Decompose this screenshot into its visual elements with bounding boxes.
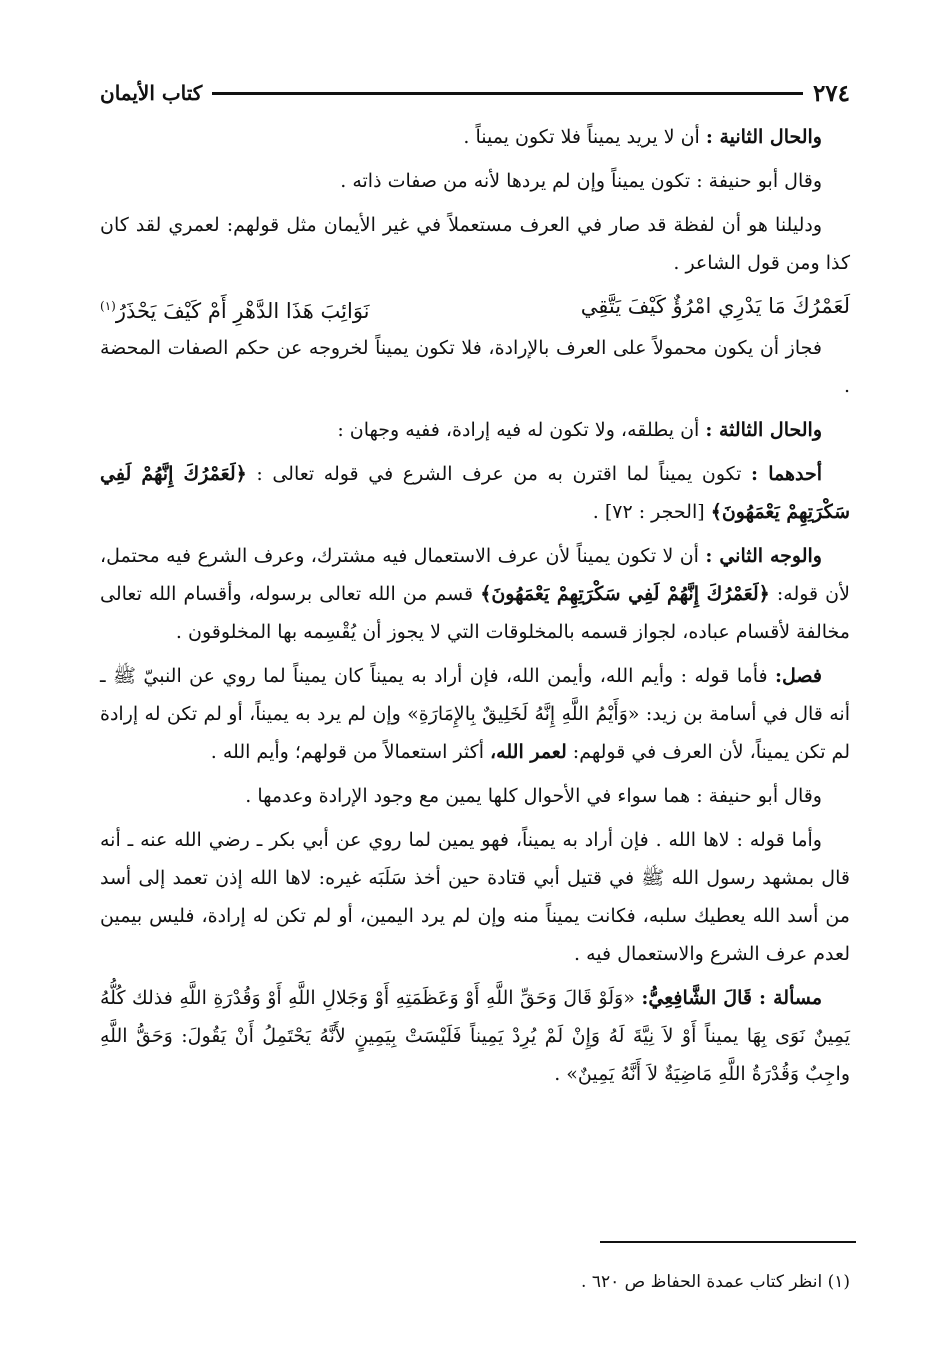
header-rule [212, 92, 803, 95]
book-title: كتاب الأيمان [100, 81, 203, 105]
paragraph-conclusion: فجاز أن يكون محمولاً على العرف بالإرادة، فلا تكون يميناً لخروجه عن حكم الصفات المحضة . [100, 337, 850, 397]
paragraph-text: أكثر استعمالاً من قولهم؛ وأيم الله . [210, 741, 491, 763]
quran-quote: ﴿لَعَمْرُكَ إِنَّهُمْ لَفِي سَكْرَتِهِمْ يَعْمَهُونَ﴾ [480, 583, 770, 605]
quran-quote: ﴿لَعَمْرُكَ إِنَّهُمْ لَفِي سَكْرَتِهِمْ يَعْمَهُونَ﴾ [100, 463, 850, 523]
paragraph-text: أن لا تكون يميناً لأن عرف الاستعمال فيه مشترك، وعرف الشرع فيه محتمل، لأن قوله: [100, 545, 850, 605]
footnote-rule [600, 1241, 856, 1243]
shafii-lead: قَالَ الشَّافِعِيُّ: [641, 987, 760, 1009]
poetry-verse [100, 288, 850, 329]
paragraph-text: «وَلَوْ قَالَ وَحَقِّ اللَّهِ أَوْ وَعَظَمَتِهِ أَوْ وَجَلالِ اللَّهِ أَوْ وَقُدْرَةِ اللَّهِ فذلك كُلُّهُ يَمِينٌ نَوَى بِهَا يميناً أَوْ لاَ نِيَّةَ لَهُ وَإِنْ لَمْ يُرِدْ يَمِيناً فَلَيْسَتْ بِيَمِينٍ لأَنَّهُ يَحْتَمِلُ أَنْ يَقُولَ: وَحَقُّ اللَّهِ واجِبٌ وَقُدْرَةُ اللَّهِ مَاضِيَةٌ لاَ أَنَّهُ يَمِينٌ» . [100, 987, 850, 1085]
paragraph-text: فأما قوله : وأيم الله، وأيمن الله، فإن أراد به يميناً كان يميناً لما روي عن النبيّ ﷺ ـ أنه قال في أسامة بن زيد: «وَأَيْمُ اللَّهِ إِنَّهُ لَخَلِيقٌ بِالإِمَارَةِ» وإن لم يرد به يميناً، أو لم تكن له إرادة لم تكن يميناً، لأن العرف في قولهم: [100, 665, 850, 763]
paragraph-abu-hanifa: وقال أبو حنيفة : تكون يميناً وإن لم يردها لأنه من صفات ذاته . [340, 170, 822, 192]
paragraph-abu-hanifa-2: وقال أبو حنيفة : هما سواء في الأحوال كلها يمين مع وجود الإرادة وعدمها . [245, 785, 822, 807]
verse-second-hemistich [100, 288, 370, 329]
running-header [100, 78, 850, 108]
paragraph-text: قسم من الله تعالى برسوله، وأقسام الله تعالى مخالفة لأقسام عباده، لجواز قسمه بالمخلوقات التي لا يجوز أن يُقْسِمه بها المخلوقون . [100, 583, 850, 643]
verse-second-hemistich-text: نَوَائِبَ هَذَا الدَّهْرِ أَمْ كَيْفَ يَحْذَرُ [115, 299, 370, 323]
footnote: (١) انظر كتاب عمدة الحفاظ ص ٦٢٠ . [581, 1272, 850, 1292]
bold-phrase: لعمر الله، [490, 741, 567, 763]
page [100, 78, 850, 1099]
paragraph-evidence: ودليلنا هو أن لفظة قد صار في العرف مستعملاً في غير الأيمان مثل قولهم: لعمري لقد كان كذا ومن قول الشاعر . [100, 214, 850, 274]
page-number: ٢٧٤ [812, 79, 850, 107]
paragraph-lead: والوجه الثاني : [705, 545, 822, 567]
paragraph-lead: والحال الثالثة : [705, 419, 822, 441]
section-lead: فصل: [775, 665, 822, 687]
paragraph-text: تكون يميناً لما اقترن به من عرف الشرع في قوله تعالى : [246, 463, 752, 485]
paragraph-third-case [100, 411, 850, 449]
paragraph-lead: والحال الثانية : [705, 126, 822, 148]
paragraph-second-case [100, 118, 850, 156]
paragraph-issue [100, 979, 850, 1093]
paragraph-second-view [100, 537, 850, 651]
footnote-mark: (١) [100, 299, 116, 313]
issue-lead: مسألة : [759, 987, 823, 1009]
paragraph-laha-allah: وأما قوله : لاها الله . فإن أراد به يميناً، فهو يمين لما روي عن أبي بكر ـ رضي الله عنه ـ أنه قال بمشهد رسول الله ﷺ في قتيل أبي قتادة حين أخذ سَلَبَه غيره: لاها الله إذن تعمد إلى أسد من أسد الله يعطيك سلبه، فكانت يميناً منه وإن لم يرد اليمين، أو لم تكن له إرادة، فليس بيمين لعدم عرف الشرع والاستعمال فيه . [100, 829, 850, 965]
paragraph-text: أن لا يريد يميناً فلا تكون يميناً . [463, 126, 706, 148]
body-text [100, 118, 850, 1093]
paragraph-text: أن يطلقه، ولا تكون له فيه إرادة، ففيه وجهان : [337, 419, 706, 441]
quran-reference: [الحجر : ٧٢] . [592, 501, 711, 523]
paragraph-lead: أحدهما : [751, 463, 823, 485]
paragraph-section [100, 657, 850, 771]
verse-first-hemistich: لَعَمْرُكَ مَا يَدْرِي امْرُؤٌ كَيْفَ يَتَّقِي [580, 294, 850, 318]
paragraph-first-view [100, 455, 850, 531]
